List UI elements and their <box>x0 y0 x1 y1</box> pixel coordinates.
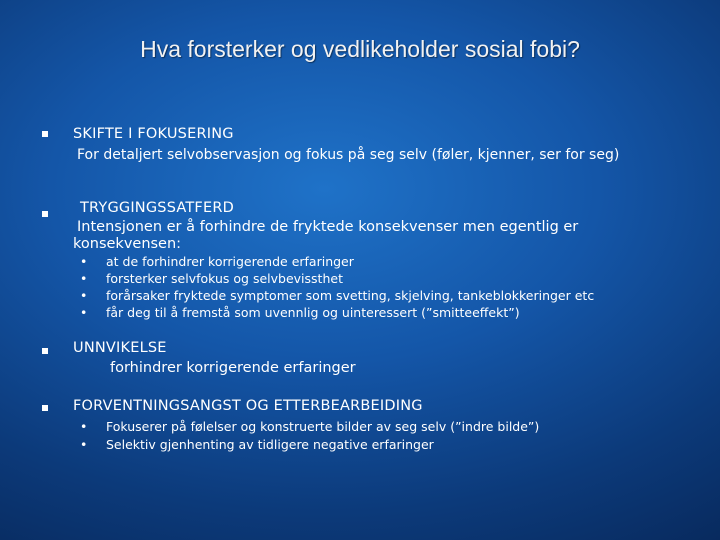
section-description-safety-behaviour: Intensjonen er å forhindre de fryktede konsekvenser men egentlig er konsekvensen: <box>73 219 579 252</box>
safety-bullet-4: • får deg til å fremstå som uvennlig og uinteressert (”smitteeffekt”) <box>80 305 520 320</box>
safety-bullet-3: • forårsaker fryktede symptomer som svetting, skjelving, tankeblokkeringer etc <box>80 288 595 303</box>
safety-bullet-2: • forsterker selvfokus og selvbevissthet <box>80 271 343 286</box>
anxiety-bullet-2: • Selektiv gjenhenting av tidligere negative erfaringer <box>80 437 434 452</box>
section-marker-4 <box>42 405 48 411</box>
section-heading-safety-behaviour: TRYGGINGSSATFERD <box>80 200 234 216</box>
section-heading-avoidance: UNNVIKELSE <box>73 340 167 356</box>
slide-title: Hva forsterker og vedlikeholder sosial fobi? <box>140 36 580 62</box>
section-marker-2 <box>42 211 48 217</box>
section-heading-anticipatory-anxiety: FORVENTNINGSANGST OG ETTERBEARBEIDING <box>73 398 423 414</box>
section-marker-1 <box>42 131 48 137</box>
section-heading-focus-shift: SKIFTE I FOKUSERING <box>73 126 234 142</box>
section-description-avoidance: forhindrer korrigerende erfaringer <box>110 360 356 376</box>
section-marker-3 <box>42 348 48 354</box>
section-description-focus-shift: For detaljert selvobservasjon og fokus på seg selv (føler, kjenner, ser for seg) <box>77 147 620 163</box>
safety-bullet-1: • at de forhindrer korrigerende erfaringer <box>80 254 354 269</box>
anxiety-bullet-1: • Fokuserer på følelser og konstruerte bilder av seg selv (”indre bilde”) <box>80 419 540 434</box>
